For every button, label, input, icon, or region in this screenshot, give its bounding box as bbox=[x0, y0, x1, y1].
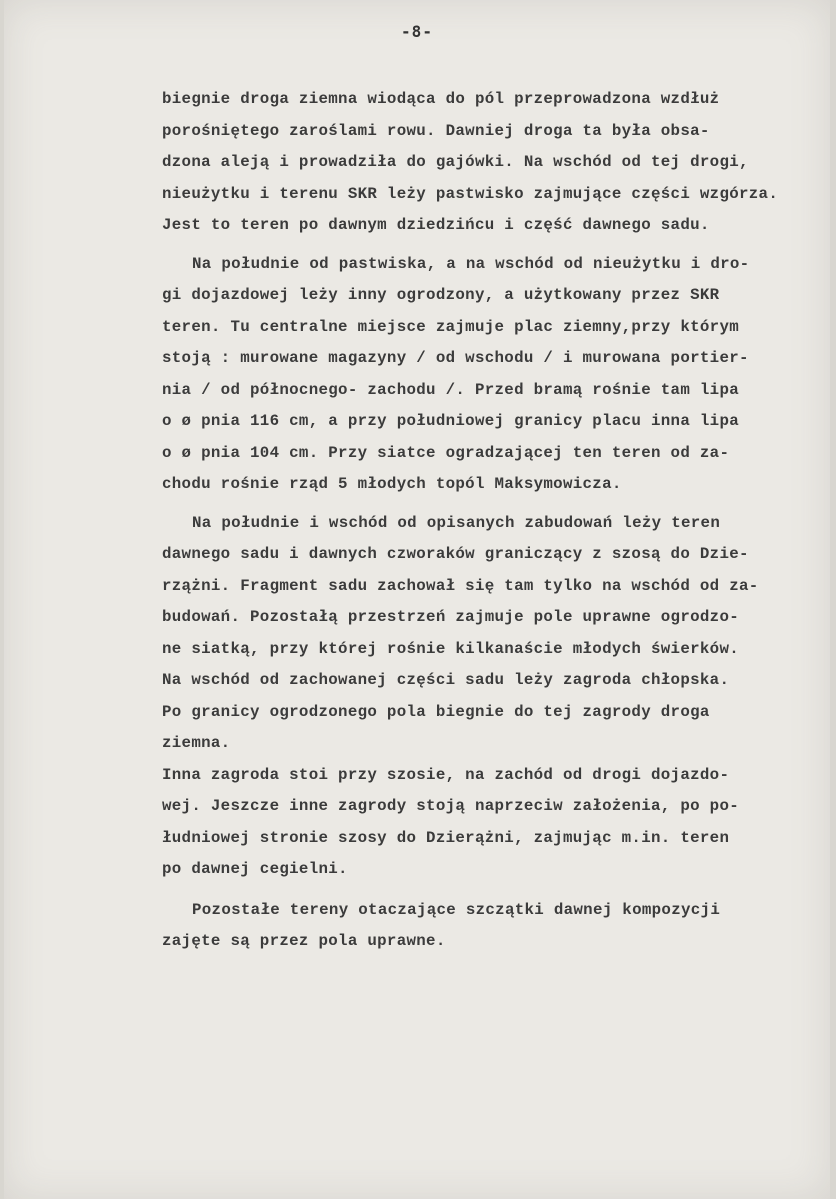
text-line: Inna zagroda stoi przy szosie, na zachód od drogi dojazdo- bbox=[162, 765, 730, 784]
body-text bbox=[162, 84, 802, 958]
text-line: gi dojazdowej leży inny ogrodzony, a użytkowany przez SKR bbox=[162, 286, 720, 304]
text-line: Na południe i wschód od opisanych zabudowań leży teren bbox=[192, 513, 721, 532]
text-line: budowań. Pozostałą przestrzeń zajmuje pole uprawne ogrodzo- bbox=[162, 608, 740, 626]
text-line: stoją : murowane magazyny / od wschodu / i murowana portier- bbox=[162, 349, 749, 367]
text-line: porośniętego zaroślami rowu. Dawniej droga ta była obsa- bbox=[162, 121, 710, 140]
text-line: ziemna. bbox=[162, 734, 231, 752]
text-line: nieużytku i terenu SKR leży pastwisko zajmujące części wzgórza. bbox=[162, 184, 779, 203]
document-page bbox=[4, 0, 830, 1199]
text-line: po dawnej cegielni. bbox=[162, 860, 348, 878]
text-line: wej. Jeszcze inne zagrody stoją naprzeciw założenia, po po- bbox=[162, 797, 740, 815]
text-line: dzona aleją i prowadziła do gajówki. Na wschód od tej drogi, bbox=[162, 153, 749, 171]
text-line: Na wschód od zachowanej części sadu leży zagroda chłopska. bbox=[162, 671, 730, 689]
text-line: ne siatką, przy której rośnie kilkanaście młodych świerków. bbox=[162, 639, 740, 658]
text-line: zajęte są przez pola uprawne. bbox=[162, 932, 446, 950]
text-line: chodu rośnie rząd 5 młodych topól Maksymowicza. bbox=[162, 475, 622, 493]
text-line: Po granicy ogrodzonego pola biegnie do tej zagrody droga bbox=[162, 702, 710, 721]
text-line: nia / od północnego- zachodu /. Przed bramą rośnie tam lipa bbox=[162, 380, 740, 399]
text-line: dawnego sadu i dawnych czworaków graniczący z szosą do Dzie- bbox=[162, 545, 749, 563]
text-line: teren. Tu centralne miejsce zajmuje plac ziemny,przy którym bbox=[162, 317, 740, 336]
text-line: rzążni. Fragment sadu zachował się tam tylko na wschód od za- bbox=[162, 576, 759, 595]
text-line: o ø pnia 104 cm. Przy siatce ogradzającej ten teren od za- bbox=[162, 443, 730, 462]
page-number: -8- bbox=[401, 22, 433, 41]
text-line: Na południe od pastwiska, a na wschód od nieużytku i dro- bbox=[192, 254, 750, 273]
text-line: Jest to teren po dawnym dziedzińcu i część dawnego sadu. bbox=[162, 216, 710, 234]
text-line: o ø pnia 116 cm, a przy południowej granicy placu inna lipa bbox=[162, 412, 740, 430]
text-line: łudniowej stronie szosy do Dzierążni, zajmując m.in. teren bbox=[162, 828, 730, 847]
text-line: Pozostałe tereny otaczające szczątki dawnej kompozycji bbox=[192, 900, 721, 919]
text-line: biegnie droga ziemna wiodąca do pól przeprowadzona wzdłuż bbox=[162, 90, 720, 108]
